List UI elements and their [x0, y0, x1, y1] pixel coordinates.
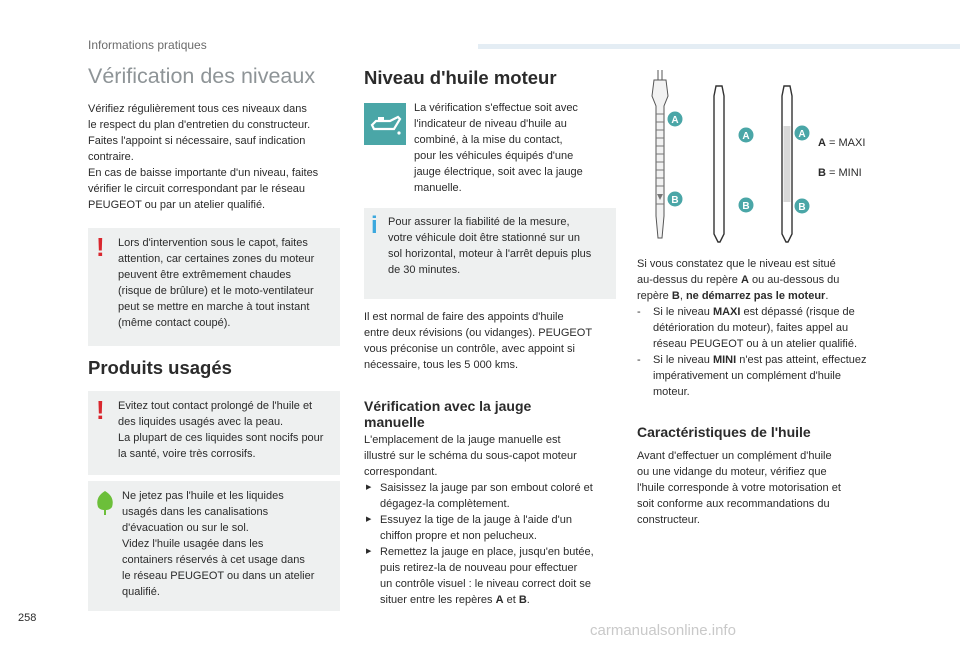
text-line: contraire. [88, 151, 134, 163]
list-item: ▶ Remettez la jauge en place, jusqu'en butée, puis retirez-la de nouveau pour effectuer un contrôle visuel : le niveau correct doit se situer entre les repères A et B. [364, 544, 620, 608]
text-line: Evitez tout contact prolongé de l'huile et [118, 400, 313, 412]
text-line: illustré sur le schéma du sous-capot moteur [364, 450, 577, 462]
text-line: combiné, à la mise du contact, [414, 134, 563, 146]
text-line: peuvent être extrêmement chaudes [118, 269, 292, 281]
dipstick-diagram [636, 66, 826, 246]
leaf-icon [94, 489, 116, 517]
info-icon: i [371, 212, 378, 239]
text-line: au-dessus du repère A ou au-dessous du [637, 274, 840, 286]
text-line: pour les véhicules équipés d'une [414, 150, 574, 162]
list-item: ▶ Essuyez la tige de la jauge à l'aide d'un chiffon propre et non pelucheux. [364, 512, 620, 544]
text-line: l'indicateur de niveau d'huile au [414, 118, 567, 130]
info-box-measure [364, 208, 616, 299]
gauge-instructions [364, 432, 620, 608]
text-line: repère B, ne démarrez pas le moteur. [637, 290, 829, 302]
svg-text:B: B [671, 195, 679, 206]
text-line: containers réservés à cet usage dans [122, 554, 305, 566]
list-item: ▶ Saisissez la jauge par son embout coloré et dégagez-la complètement. [364, 480, 620, 512]
level-warning-text [637, 256, 897, 400]
section-title-used-products: Produits usagés [88, 357, 232, 378]
title-line: Vérification avec la jauge [364, 398, 532, 414]
oil-can-icon [364, 103, 406, 145]
text-line: de 30 minutes. [388, 264, 461, 276]
svg-text:B: B [742, 201, 750, 212]
warning-box-engine-hot [88, 228, 340, 346]
environment-box [88, 481, 340, 611]
text-line: Pour assurer la fiabilité de la mesure, [388, 216, 570, 228]
list-item-mini: - Si le niveau MINI n'est pas atteint, effectuez impérativement un complément d'huile moteur. [637, 352, 897, 400]
subsection-title-manual-gauge [364, 398, 531, 430]
text-line: votre véhicule doit être stationné sur un [388, 232, 581, 244]
title-line: manuelle [364, 414, 425, 430]
subsection-title-oil-characteristics: Caractéristiques de l'huile [637, 424, 811, 440]
text-line: PEUGEOT ou par un atelier qualifié. [88, 199, 266, 211]
levels-intro [88, 101, 348, 213]
footer-watermark: carmanualsonline.info [590, 622, 736, 639]
text-line: Il est normal de faire des appoints d'huile [364, 311, 564, 323]
text-line: ou une vidange du moteur, vérifiez que [637, 466, 827, 478]
text-line: Si vous constatez que le niveau est situé [637, 258, 836, 270]
oil-characteristics-text [637, 448, 897, 528]
section-title-oil-level: Niveau d'huile moteur [364, 67, 557, 88]
text-line: soit conforme aux recommandations du [637, 498, 830, 510]
level-cases-list [637, 304, 897, 400]
svg-text:A: A [671, 115, 679, 126]
text-line: Avant d'effectuer un complément d'huile [637, 450, 832, 462]
text-line: (même contact coupé). [118, 317, 231, 329]
warning-box-used-liquids [88, 391, 340, 475]
svg-text:A: A [742, 131, 750, 142]
text-line: En cas de baisse importante d'un niveau, faites [88, 167, 319, 179]
oil-level-intro [414, 100, 614, 196]
text-line: la santé, voire très corrosifs. [118, 448, 256, 460]
text-line: le réseau PEUGEOT ou dans un atelier [122, 570, 315, 582]
warning-icon: ! [96, 232, 105, 262]
text-line: nécessaire, tous les 5 000 kms. [364, 359, 519, 371]
text-line: sol horizontal, moteur à l'arrêt depuis plus [388, 248, 592, 260]
running-header: Informations pratiques [88, 38, 207, 52]
legend-mini: B = MINI [818, 167, 862, 179]
text-line: Videz l'huile usagée dans les [122, 538, 264, 550]
text-line: qualifié. [122, 586, 160, 598]
warning-icon: ! [96, 395, 105, 425]
steps-list [364, 480, 620, 608]
svg-text:A: A [798, 129, 806, 140]
normal-top-up-text [364, 309, 616, 373]
text-line: Ne jetez pas l'huile et les liquides [122, 490, 284, 502]
text-line: jauge électrique, soit avec la jauge [414, 166, 583, 178]
text-line: l'huile corresponde à votre motorisation et [637, 482, 841, 494]
text-line: vérifier le circuit correspondant par le réseau [88, 183, 306, 195]
text-line: manuelle. [414, 182, 462, 194]
text-line: correspondant. [364, 466, 438, 478]
text-line: La plupart de ces liquides sont nocifs pour [118, 432, 324, 444]
page-number: 258 [18, 612, 37, 624]
text-line: le respect du plan d'entretien du constructeur. [88, 119, 311, 131]
text-line: des liquides usagés avec la peau. [118, 416, 284, 428]
text-line: usagés dans les canalisations [122, 506, 269, 518]
text-line: La vérification s'effectue soit avec [414, 102, 578, 114]
text-line: Vérifiez régulièrement tous ces niveaux dans [88, 103, 307, 115]
text-line: L'emplacement de la jauge manuelle est [364, 434, 561, 446]
header-rule [478, 44, 960, 49]
text-line: d'évacuation ou sur le sol. [122, 522, 249, 534]
list-item-maxi: - Si le niveau MAXI est dépassé (risque de détérioration du moteur), faites appel au réseau PEUGEOT ou à un atelier qualifié. [637, 304, 897, 352]
text-line: peut se mettre en marche à tout instant [118, 301, 310, 313]
text-line: constructeur. [637, 514, 700, 526]
text-line: vous préconise un contrôle, avec appoint si [364, 343, 575, 355]
text-line: Lors d'intervention sous le capot, faites [118, 237, 308, 249]
text-line: (risque de brûlure) et le moto-ventilateur [118, 285, 314, 297]
text-line: Faites l'appoint si nécessaire, sauf indication [88, 135, 306, 147]
text-line: attention, car certaines zones du moteur [118, 253, 315, 265]
legend-maxi: A = MAXI [818, 137, 866, 149]
svg-text:B: B [798, 202, 806, 213]
text-line: entre deux révisions (ou vidanges). PEUGEOT [364, 327, 593, 339]
section-title-levels: Vérification des niveaux [88, 64, 316, 88]
